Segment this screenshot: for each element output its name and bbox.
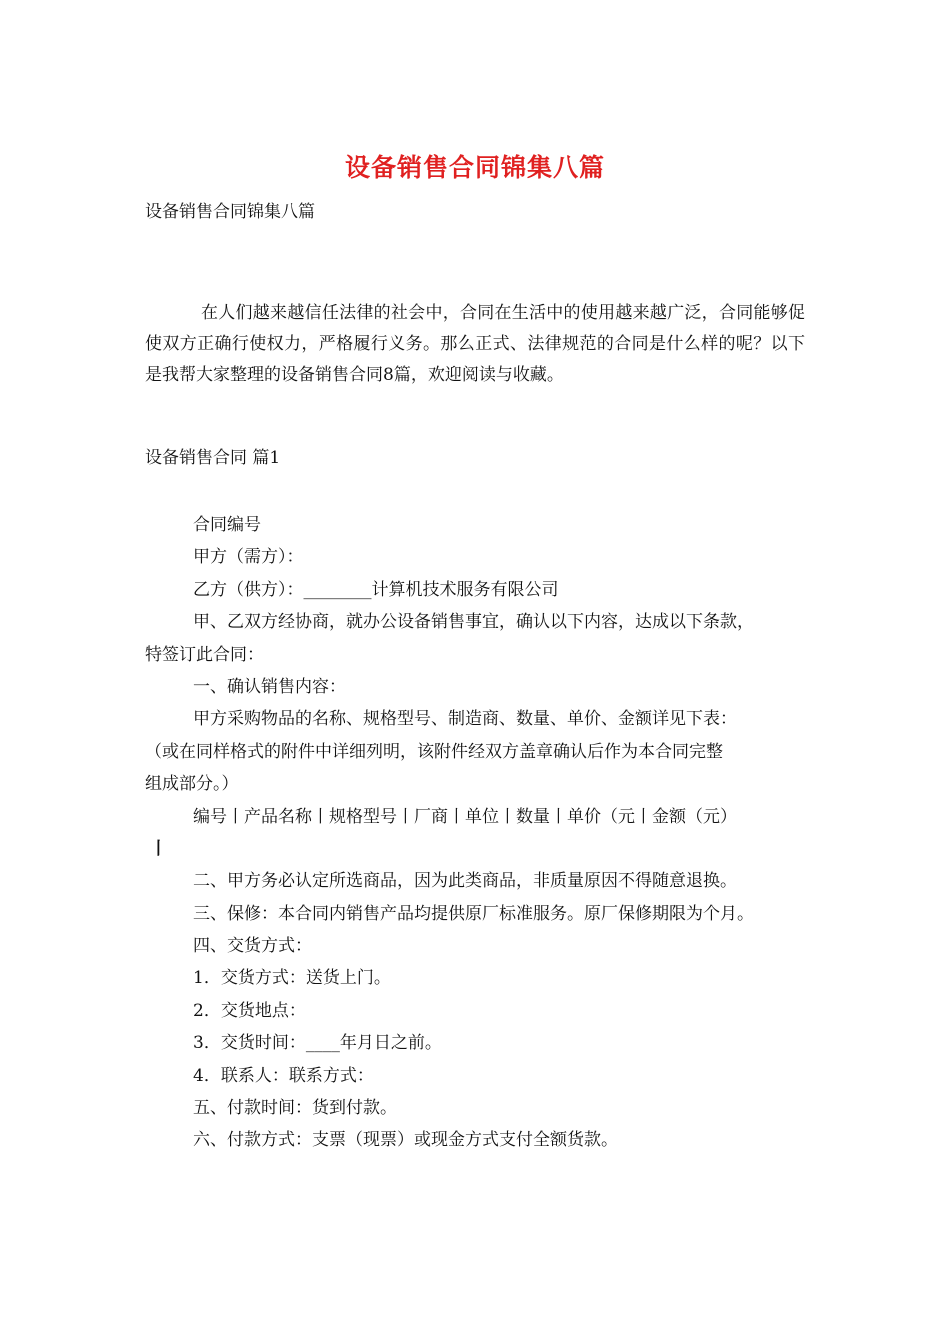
agreement-line-continued: 特签订此合同： bbox=[145, 644, 264, 665]
contract-number-line: 合同编号 bbox=[193, 515, 261, 535]
party-a-line: 甲方（需方）： bbox=[193, 547, 304, 568]
contract-body bbox=[145, 509, 825, 1157]
clause-6: 六、付款方式：支票（现票）或现金方式支付全额货款。 bbox=[193, 1130, 618, 1151]
table-header-line: 编号丨产品名称丨规格型号丨厂商丨单位丨数量丨单价（元丨金额（元） bbox=[193, 806, 737, 827]
section-heading: 设备销售合同 篇1 bbox=[145, 448, 281, 468]
clause-4-item-3: 3．交货时间：____年月日之前。 bbox=[193, 1033, 442, 1054]
clause-4-item-2: 2．交货地点： bbox=[193, 1000, 306, 1021]
clause-1-text: 甲方采购物品的名称、规格型号、制造商、数量、单价、金额详见下表： bbox=[193, 709, 737, 730]
document-title: 设备销售合同锦集八篇 bbox=[344, 153, 605, 182]
document-subtitle: 设备销售合同锦集八篇 bbox=[145, 202, 315, 222]
clause-1-heading: 一、确认销售内容： bbox=[193, 676, 346, 697]
clause-4-heading: 四、交货方式： bbox=[193, 936, 312, 957]
agreement-line: 甲、乙双方经协商，就办公设备销售事宜，确认以下内容，达成以下条款， bbox=[193, 612, 754, 633]
clause-1-text-continued: （或在同样格式的附件中详细列明，该附件经双方盖章确认后作为本合同完整 bbox=[145, 741, 723, 762]
table-header-continued: 丨 bbox=[150, 838, 167, 859]
party-b-line: 乙方（供方）：________计算机技术服务有限公司 bbox=[193, 579, 559, 600]
clause-4-item-4: 4．联系人：联系方式： bbox=[193, 1065, 374, 1086]
intro-paragraph: 在人们越来越信任法律的社会中，合同在生活中的使用越来越广泛，合同能够促使双方正确行使权力，严格履行义务。那么正式、法律规范的合同是什么样的呢？以下是我帮大家整理的设备销售合同8篇，欢迎阅读与收藏。 bbox=[145, 303, 805, 385]
clause-1-text-end: 组成部分。） bbox=[145, 774, 239, 795]
clause-2: 二、甲方务必认定所选商品，因为此类商品，非质量原因不得随意退换。 bbox=[193, 871, 737, 892]
clause-4-item-1: 1．交货方式：送货上门。 bbox=[193, 968, 391, 989]
clause-5: 五、付款时间：货到付款。 bbox=[193, 1098, 397, 1119]
clause-3: 三、保修：本合同内销售产品均提供原厂标准服务。原厂保修期限为个月。 bbox=[193, 903, 754, 924]
